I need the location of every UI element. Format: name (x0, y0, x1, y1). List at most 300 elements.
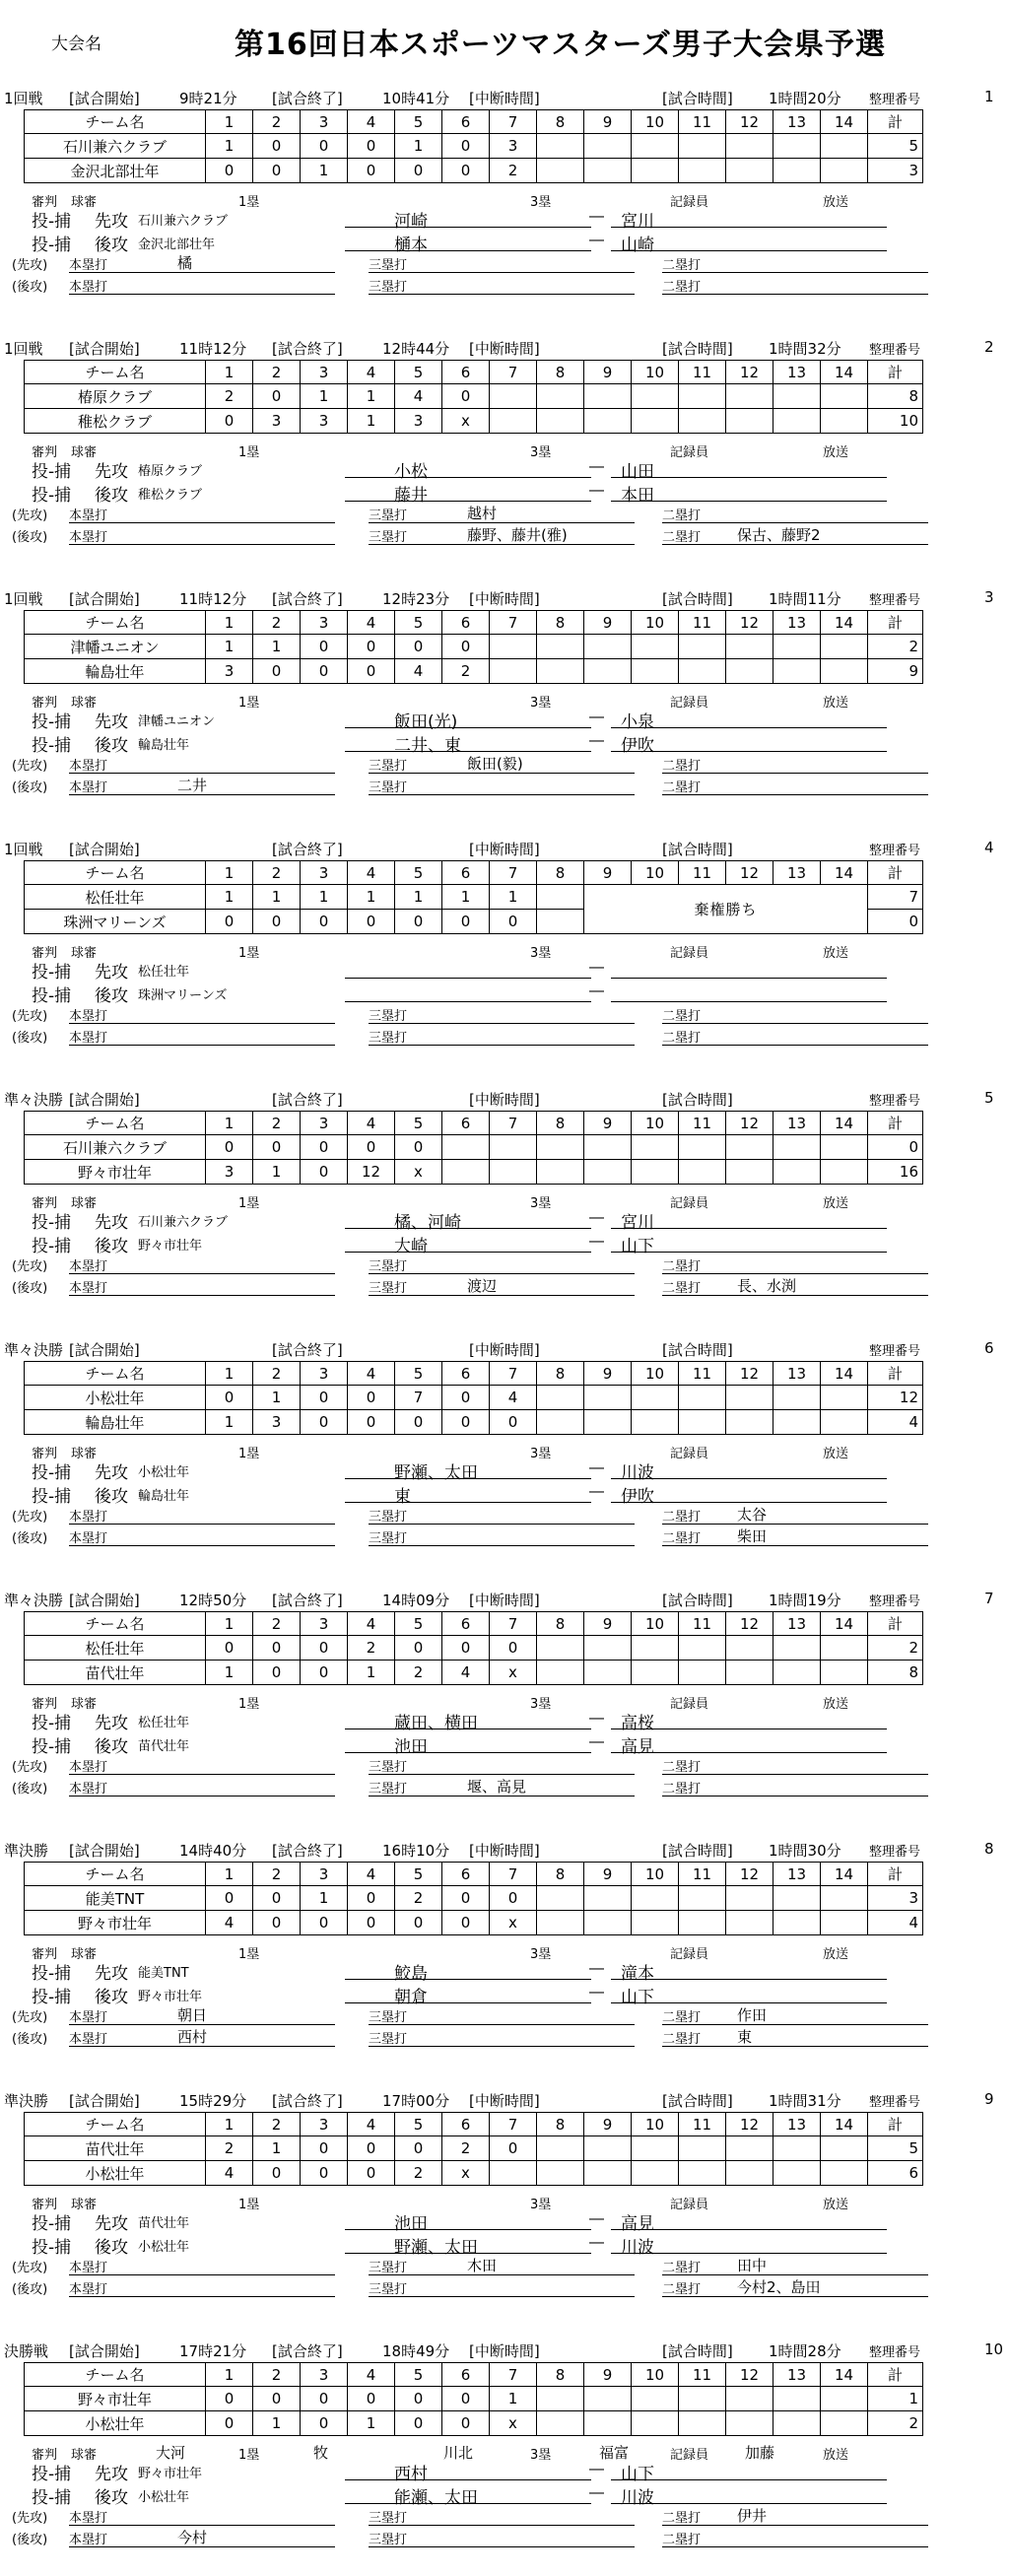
scorer-label: 記録員 (670, 195, 709, 210)
underline (662, 1295, 928, 1296)
hit-row-label: (先攻) (12, 2511, 48, 2526)
triple-label: 三塁打 (369, 2010, 408, 2025)
seq-number: 9 (984, 2090, 994, 2108)
interrupt-label: [中断時間] (469, 1592, 540, 1609)
pitchers: 河崎 (394, 212, 428, 232)
inning-header: 10 (632, 110, 679, 134)
game-details (0, 1070, 1009, 1321)
inning-score: 0 (442, 910, 490, 934)
underline (369, 773, 635, 774)
inning-score: 0 (348, 1135, 395, 1160)
underline (69, 544, 335, 545)
underline (662, 1045, 928, 1046)
inning-score: 0 (253, 159, 301, 183)
game-record (0, 2322, 1009, 2572)
homerun-label: 本塁打 (69, 2261, 108, 2275)
duration-label: [試合時間] (662, 340, 733, 358)
total-col-header: 計 (868, 110, 923, 134)
team-name: 苗代壮年 (25, 1661, 206, 1685)
underline (369, 2046, 635, 2047)
end-label: [試合終了] (272, 2092, 343, 2110)
catchers: 川波 (621, 2488, 654, 2508)
game-record (0, 570, 1009, 820)
underline (369, 544, 635, 545)
inning-score: x (442, 2161, 490, 2186)
interrupt-label: [中断時間] (469, 1091, 540, 1109)
double-label: 二塁打 (662, 1510, 702, 1525)
team-name: 石川兼六クラブ (25, 134, 206, 159)
underline (611, 1252, 887, 1253)
inning-header: 7 (490, 110, 537, 134)
inning-score: 1 (206, 1661, 253, 1685)
start-label: [試合開始] (69, 590, 140, 608)
double-hitters: 今村2、島田 (737, 2278, 821, 2296)
inning-score: 2 (348, 1636, 395, 1661)
inning-header: 14 (821, 611, 868, 635)
triple-label: 三塁打 (369, 280, 408, 295)
inning-score: 0 (301, 2411, 348, 2436)
underline (69, 2296, 335, 2297)
start-label: [試合開始] (69, 1592, 140, 1609)
inning-score: 2 (395, 2161, 442, 2186)
underline (662, 1545, 928, 1546)
game-record (0, 2071, 1009, 2322)
underline (69, 2024, 335, 2025)
inning-score: 2 (442, 659, 490, 684)
team-col-header: チーム名 (25, 2113, 206, 2136)
triple-hitters: 藤野、藤井(雅) (467, 526, 568, 544)
inning-score: 0 (395, 159, 442, 183)
inning-header: 14 (821, 110, 868, 134)
underline (611, 2002, 887, 2003)
start-label: [試合開始] (69, 841, 140, 858)
inning-header: 1 (206, 1863, 253, 1886)
tournament-name-label: 大会名 (51, 34, 101, 54)
underline (345, 1001, 591, 1002)
batting-order-label: 後攻 (95, 486, 128, 506)
duration-time: 1時間31分 (769, 2092, 841, 2110)
inning-header: 10 (632, 361, 679, 384)
battery-team: 石川兼六クラブ (138, 214, 229, 229)
homerun-hitters: 西村 (177, 2028, 208, 2046)
underline (369, 272, 635, 273)
second-base-umpire: 川北 (443, 2444, 474, 2462)
inning-score: 0 (348, 1886, 395, 1911)
underline (345, 1979, 591, 1980)
seq-number: 8 (984, 1840, 994, 1858)
team-total: 3 (868, 159, 923, 183)
inning-header: 9 (584, 611, 632, 635)
total-col-header: 計 (868, 361, 923, 384)
battery-label: 投-捕 (32, 486, 72, 506)
duration-label: [試合時間] (662, 2342, 733, 2360)
inning-score: 0 (206, 2387, 253, 2411)
underline (369, 1023, 635, 1024)
inning-score: 1 (206, 134, 253, 159)
inning-score: 0 (301, 2136, 348, 2161)
underline (345, 501, 591, 502)
pitchers: 樋本 (394, 236, 428, 255)
inning-score: 3 (395, 409, 442, 434)
inning-header: 5 (395, 361, 442, 384)
inning-score: 0 (301, 1160, 348, 1185)
inning-score: x (442, 409, 490, 434)
team-name: 苗代壮年 (25, 2136, 206, 2161)
inning-score: 4 (442, 1661, 490, 1685)
homerun-hitters: 今村 (177, 2529, 208, 2546)
hit-row-label: (先攻) (12, 1259, 48, 1274)
inning-header: 8 (537, 1362, 584, 1386)
underline (662, 2046, 928, 2047)
battery-label: 投-捕 (32, 736, 72, 756)
inning-header: 14 (821, 2363, 868, 2387)
interrupt-label: [中断時間] (469, 590, 540, 608)
inning-score: 0 (348, 2136, 395, 2161)
homerun-label: 本塁打 (69, 1031, 108, 1046)
inning-score: x (490, 2411, 537, 2436)
umpire-label: 審判 (32, 946, 58, 961)
underline (611, 2479, 887, 2480)
battery-team: 小松壮年 (138, 2240, 190, 2255)
homerun-label: 本塁打 (69, 1782, 108, 1796)
umpire-label: 審判 (32, 1447, 58, 1461)
inning-header: 13 (774, 2363, 821, 2387)
scorer-label: 記録員 (670, 696, 709, 711)
game-details (0, 1571, 1009, 1821)
inning-header: 14 (821, 2113, 868, 2136)
inning-header: 1 (206, 2363, 253, 2387)
hit-row-label: (後攻) (12, 530, 48, 545)
hit-row-label: (後攻) (12, 2282, 48, 2297)
triple-label: 三塁打 (369, 1510, 408, 1525)
inning-header: 8 (537, 1112, 584, 1135)
team-name: 輪島壮年 (25, 1410, 206, 1435)
inning-header: 3 (301, 1362, 348, 1386)
inning-score: 0 (348, 659, 395, 684)
underline (662, 1023, 928, 1024)
underline (611, 227, 887, 228)
homerun-label: 本塁打 (69, 2533, 108, 2547)
double-label: 二塁打 (662, 2010, 702, 2025)
battery-label: 投-捕 (32, 1714, 72, 1733)
inning-score: 0 (253, 1911, 301, 1935)
round-label: 準々決勝 (4, 1341, 64, 1359)
catchers: 山崎 (621, 236, 654, 255)
start-label: [試合開始] (69, 1842, 140, 1860)
homerun-label: 本塁打 (69, 280, 108, 295)
inning-score: 1 (348, 2411, 395, 2436)
third-base-umpire-label: 3塁 (530, 445, 552, 460)
inning-header: 1 (206, 611, 253, 635)
batting-order-label: 後攻 (95, 236, 128, 255)
inning-score: 2 (206, 2136, 253, 2161)
batting-order-label: 先攻 (95, 2465, 128, 2484)
hit-row-label: (後攻) (12, 1281, 48, 1296)
inning-header: 13 (774, 611, 821, 635)
inning-score: 3 (490, 134, 537, 159)
game-details (0, 1821, 1009, 2071)
underline (369, 2525, 635, 2526)
battery-dash: ― (589, 1458, 604, 1476)
team-col-header: チーム名 (25, 611, 206, 635)
catchers: 川波 (621, 2238, 654, 2258)
triple-label: 三塁打 (369, 780, 408, 795)
team-col-header: チーム名 (25, 861, 206, 885)
double-label: 二塁打 (662, 1531, 702, 1546)
inning-score: 2 (206, 384, 253, 409)
inning-score: 4 (206, 2161, 253, 2186)
inning-header: 10 (632, 1612, 679, 1636)
batting-order-label: 後攻 (95, 986, 128, 1006)
inning-score: 3 (253, 1410, 301, 1435)
inning-header: 14 (821, 861, 868, 885)
inning-score: 0 (490, 2136, 537, 2161)
battery-team: 小松壮年 (138, 2490, 190, 2505)
scorer-label: 記録員 (670, 2448, 709, 2463)
inning-score: 0 (301, 1410, 348, 1435)
inning-header: 8 (537, 110, 584, 134)
catchers: 高見 (621, 2214, 654, 2234)
battery-label: 投-捕 (32, 212, 72, 232)
seq-number: 7 (984, 1590, 994, 1607)
inning-header: 13 (774, 861, 821, 885)
team-name: 小松壮年 (25, 1386, 206, 1410)
inning-score: 0 (395, 635, 442, 659)
scorer-label: 記録員 (670, 1697, 709, 1712)
inning-score: 0 (395, 910, 442, 934)
umpire-label: 審判 (32, 696, 58, 711)
inning-score: 0 (348, 134, 395, 159)
double-label: 二塁打 (662, 2261, 702, 2275)
underline (611, 751, 887, 752)
inning-score: 0 (442, 1410, 490, 1435)
team-name: 小松壮年 (25, 2411, 206, 2436)
inning-score: 0 (395, 1135, 442, 1160)
inning-header: 10 (632, 2113, 679, 2136)
interrupt-label: [中断時間] (469, 90, 540, 107)
underline (69, 773, 335, 774)
inning-header: 6 (442, 2363, 490, 2387)
end-label: [試合終了] (272, 1842, 343, 1860)
interrupt-label: [中断時間] (469, 340, 540, 358)
inning-score: 0 (442, 134, 490, 159)
underline (662, 794, 928, 795)
first-base-umpire-label: 1塁 (238, 946, 260, 961)
inning-header: 2 (253, 1612, 301, 1636)
battery-label: 投-捕 (32, 2488, 72, 2508)
homerun-label: 本塁打 (69, 1760, 108, 1775)
battery-dash: ― (589, 2233, 604, 2251)
team-name: 松任壮年 (25, 1636, 206, 1661)
underline (611, 727, 887, 728)
inning-header: 1 (206, 861, 253, 885)
first-base-umpire: 牧 (313, 2444, 329, 2462)
end-label: [試合終了] (272, 1341, 343, 1359)
triple-label: 三塁打 (369, 1031, 408, 1046)
triple-label: 三塁打 (369, 2261, 408, 2275)
double-label: 二塁打 (662, 1760, 702, 1775)
inning-header: 7 (490, 861, 537, 885)
underline (69, 2525, 335, 2526)
battery-label: 投-捕 (32, 1213, 72, 1233)
inning-header: 9 (584, 1863, 632, 1886)
total-col-header: 計 (868, 2363, 923, 2387)
inning-score: 2 (490, 159, 537, 183)
inning-score: 0 (395, 2136, 442, 2161)
inning-score: 0 (348, 1410, 395, 1435)
duration-label: [試合時間] (662, 1842, 733, 1860)
battery-dash: ― (589, 2460, 604, 2477)
inning-score: 1 (301, 885, 348, 910)
catchers: 伊吹 (621, 736, 654, 756)
underline (662, 272, 928, 273)
broadcast-label: 放送 (823, 445, 849, 460)
duration-time: 1時間11分 (769, 590, 841, 608)
underline (369, 1045, 635, 1046)
inning-score: 0 (442, 2387, 490, 2411)
inning-score: 0 (206, 1886, 253, 1911)
inning-score: 0 (395, 2387, 442, 2411)
inning-score: 0 (348, 2387, 395, 2411)
inning-score: 0 (253, 1886, 301, 1911)
double-hitters: 田中 (737, 2257, 768, 2274)
inning-score: 0 (253, 2161, 301, 2186)
inning-header: 13 (774, 1362, 821, 1386)
inning-score: 0 (442, 1386, 490, 1410)
team-total: 2 (868, 635, 923, 659)
inning-header: 12 (726, 1612, 774, 1636)
start-time: 15時29分 (179, 2092, 247, 2110)
broadcast-label: 放送 (823, 696, 849, 711)
umpire-label: 審判 (32, 1697, 58, 1712)
battery-team: 野々市壮年 (138, 1990, 203, 2004)
inning-header: 6 (442, 1362, 490, 1386)
battery-dash: ― (589, 958, 604, 976)
first-base-umpire-label: 1塁 (238, 696, 260, 711)
double-label: 二塁打 (662, 780, 702, 795)
inning-header: 7 (490, 1863, 537, 1886)
start-label: [試合開始] (69, 2092, 140, 2110)
seq-number: 3 (984, 588, 994, 606)
underline (611, 1979, 887, 1980)
underline (662, 2296, 928, 2297)
inning-score: 0 (442, 159, 490, 183)
underline (345, 227, 591, 228)
underline (69, 2046, 335, 2047)
duration-label: [試合時間] (662, 1341, 733, 1359)
inning-header: 7 (490, 2363, 537, 2387)
plate-umpire-label: 球審 (71, 1947, 98, 1962)
homerun-label: 本塁打 (69, 2282, 108, 2297)
pitchers: 藤井 (394, 486, 428, 506)
inning-header: 7 (490, 1112, 537, 1135)
inning-score: 0 (490, 910, 537, 934)
underline (662, 2546, 928, 2547)
inning-score: 2 (395, 1886, 442, 1911)
team-name: 石川兼六クラブ (25, 1135, 206, 1160)
battery-label: 投-捕 (32, 1463, 72, 1483)
inning-score: 3 (206, 1160, 253, 1185)
inning-score: 0 (206, 2411, 253, 2436)
team-name: 珠洲マリーンズ (25, 910, 206, 934)
inning-header: 4 (348, 1863, 395, 1886)
double-hitters: 保古、藤野2 (737, 526, 821, 544)
duration-label: [試合時間] (662, 841, 733, 858)
team-total: 3 (868, 1886, 923, 1911)
inning-header: 11 (679, 2113, 726, 2136)
homerun-label: 本塁打 (69, 530, 108, 545)
inning-score: 0 (490, 1886, 537, 1911)
document-header (0, 0, 1009, 69)
umpire-label: 審判 (32, 1196, 58, 1211)
duration-label: [試合時間] (662, 1091, 733, 1109)
seq-label: 整理番号 (869, 593, 921, 608)
double-label: 二塁打 (662, 1031, 702, 1046)
underline (69, 2546, 335, 2547)
inning-score: 7 (395, 1386, 442, 1410)
start-time: 14時40分 (179, 1842, 247, 1860)
inning-header: 12 (726, 110, 774, 134)
battery-dash: ― (589, 1709, 604, 1727)
inning-score: 1 (253, 635, 301, 659)
first-base-umpire-label: 1塁 (238, 2198, 260, 2212)
inning-header: 9 (584, 2363, 632, 2387)
battery-team: 能美TNT (138, 1966, 189, 1981)
hit-row-label: (先攻) (12, 2261, 48, 2275)
team-col-header: チーム名 (25, 1863, 206, 1886)
inning-score: x (395, 1160, 442, 1185)
underline (369, 2296, 635, 2297)
broadcast-label: 放送 (823, 1947, 849, 1962)
inning-score: 0 (348, 910, 395, 934)
start-time: 9時21分 (179, 90, 237, 107)
battery-team: 野々市壮年 (138, 1239, 203, 1254)
team-total: 0 (868, 910, 923, 934)
document-title: 第16回日本スポーツマスターズ男子大会県予選 (235, 28, 887, 62)
double-label: 二塁打 (662, 258, 702, 273)
triple-hitters: 堰、高見 (467, 1778, 527, 1796)
inning-header: 11 (679, 1112, 726, 1135)
inning-header: 11 (679, 611, 726, 635)
round-label: 1回戦 (4, 590, 43, 608)
inning-header: 1 (206, 1612, 253, 1636)
underline (69, 1295, 335, 1296)
inning-score: 3 (301, 409, 348, 434)
plate-umpire-label: 球審 (71, 696, 98, 711)
underline (345, 1252, 591, 1253)
double-label: 二塁打 (662, 2511, 702, 2526)
end-time: 18時49分 (382, 2342, 450, 2360)
underline (69, 294, 335, 295)
inning-header: 9 (584, 861, 632, 885)
third-base-umpire-label: 3塁 (530, 946, 552, 961)
underline (662, 1524, 928, 1525)
round-label: 決勝戦 (4, 2342, 49, 2360)
duration-label: [試合時間] (662, 590, 733, 608)
underline (662, 2525, 928, 2526)
battery-team: 野々市壮年 (138, 2467, 203, 2481)
inning-score: 0 (348, 1911, 395, 1935)
pitchers: 小松 (394, 462, 428, 482)
inning-header: 14 (821, 1112, 868, 1135)
catchers: 小泉 (621, 712, 654, 732)
scorer-label: 記録員 (670, 1947, 709, 1962)
round-label: 1回戦 (4, 340, 43, 358)
seq-number: 2 (984, 338, 994, 356)
inning-score: 12 (348, 1160, 395, 1185)
hit-row-label: (後攻) (12, 1531, 48, 1546)
battery-label: 投-捕 (32, 1737, 72, 1757)
